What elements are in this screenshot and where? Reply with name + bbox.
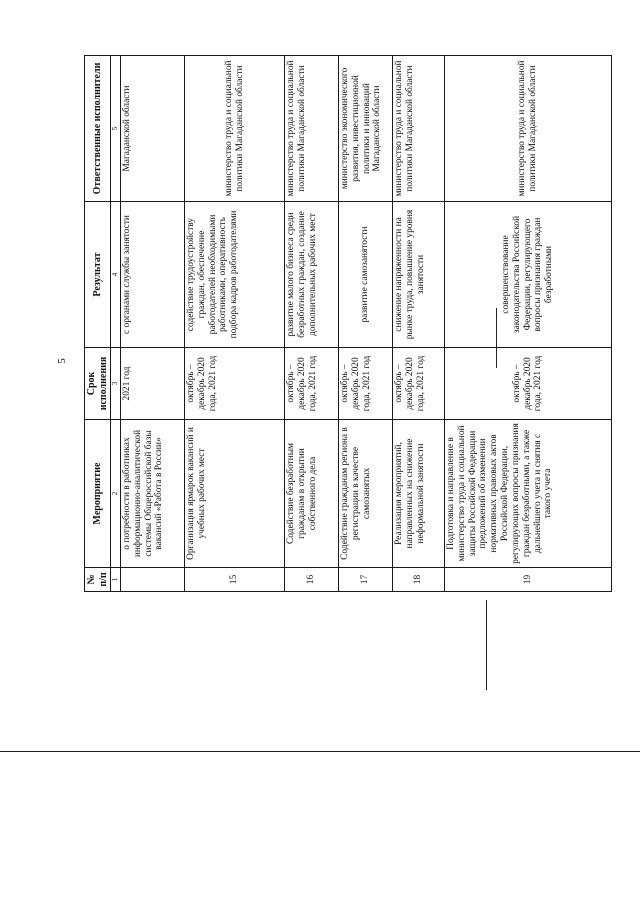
- row-responsible: министерство экономического развития, инвестиционной политики и инноваций Магаданской области: [339, 56, 393, 202]
- row-num: [121, 568, 185, 592]
- row-num: 19: [445, 568, 612, 592]
- row-responsible: министерство труда и социальной политики Магаданской области: [285, 56, 339, 202]
- rotated-table-wrapper: [84, 56, 612, 592]
- row-result: совершенствование законодательства Российской Федерации, регулирующего вопросы признания граждан безработными: [445, 202, 612, 348]
- table-row: [445, 56, 612, 592]
- measures-table: [84, 55, 612, 592]
- row-num: 18: [393, 568, 445, 592]
- row-result: содействие трудоустройству граждан, обеспечение работодателей необходимыми работниками, оперативность подбора кадров работодателями: [185, 202, 285, 348]
- column-number: 4: [111, 202, 121, 348]
- row-responsible: министерство труда и социальной политики Магаданской области: [445, 56, 612, 202]
- row-term: 2021 год: [121, 348, 185, 420]
- header-result: Результат: [85, 202, 111, 348]
- divider: [486, 600, 487, 690]
- header-responsible: Ответственные исполнители: [85, 56, 111, 202]
- header-num: № п/п: [85, 568, 111, 592]
- table-row: [285, 56, 339, 592]
- table-row: [393, 56, 445, 592]
- header-term: Срок исполнения: [85, 348, 111, 420]
- column-number: 2: [111, 420, 121, 568]
- row-activity: Подготовка и направление в министерство труда и социальной защиты Российской Федерации предложений об изменении нормативных правовых актов Российской Федерации, регулирующих вопросы признания граждан безработными, а также дальнейшего учета и снятия с такого учета: [445, 420, 612, 568]
- column-number: 1: [111, 568, 121, 592]
- table-row: [121, 56, 185, 592]
- row-result: развитие малого бизнеса среди безработных граждан, создание дополнительных рабочих мест: [285, 202, 339, 348]
- row-activity: о потребности в работниках информационно-аналитической системы Общероссийской базы вакансий «Работа в России»: [121, 420, 185, 568]
- row-term: октябрь – декабрь 2020 года, 2021 год: [285, 348, 339, 420]
- row-term: октябрь – декабрь 2020 года, 2021 год: [185, 348, 285, 420]
- row-num: 15: [185, 568, 285, 592]
- row-activity: Содействие безработным гражданам в открытии собственного дела: [285, 420, 339, 568]
- table-row: [185, 56, 285, 592]
- row-activity: Организация ярмарок вакансий и учебных рабочих мест: [185, 420, 285, 568]
- page-bottom-rule: [0, 751, 640, 752]
- column-number-row: [111, 56, 121, 592]
- row-num: 17: [339, 568, 393, 592]
- row-responsible: Магаданской области: [121, 56, 185, 202]
- row-responsible: министерство труда и социальной политики Магаданской области: [393, 56, 445, 202]
- row-responsible: министерство труда и социальной политики Магаданской области: [185, 56, 285, 202]
- row-term: октябрь – декабрь 2020 года, 2021 год: [393, 348, 445, 420]
- table-row: [339, 56, 393, 592]
- header-activity: Мероприятие: [85, 420, 111, 568]
- row-activity: Реализация мероприятий, направленных на снижение неформальной занятости: [393, 420, 445, 568]
- page-number: 5: [56, 358, 68, 364]
- table-header-row: [85, 56, 111, 592]
- row-activity: Содействие гражданам региона в регистрации в качестве самозанятых: [339, 420, 393, 568]
- row-result: с органами службы занятости: [121, 202, 185, 348]
- row-result: развитие самозанятости: [339, 202, 393, 348]
- row-term: октябрь – декабрь 2020 года, 2021 год: [445, 348, 612, 420]
- column-number: 5: [111, 56, 121, 202]
- column-number: 3: [111, 348, 121, 420]
- row-result: снижение напряженности на рынке труда, повышение уровня занятости: [393, 202, 445, 348]
- row-num: 16: [285, 568, 339, 592]
- row-term: октябрь – декабрь 2020 года, 2021 год: [339, 348, 393, 420]
